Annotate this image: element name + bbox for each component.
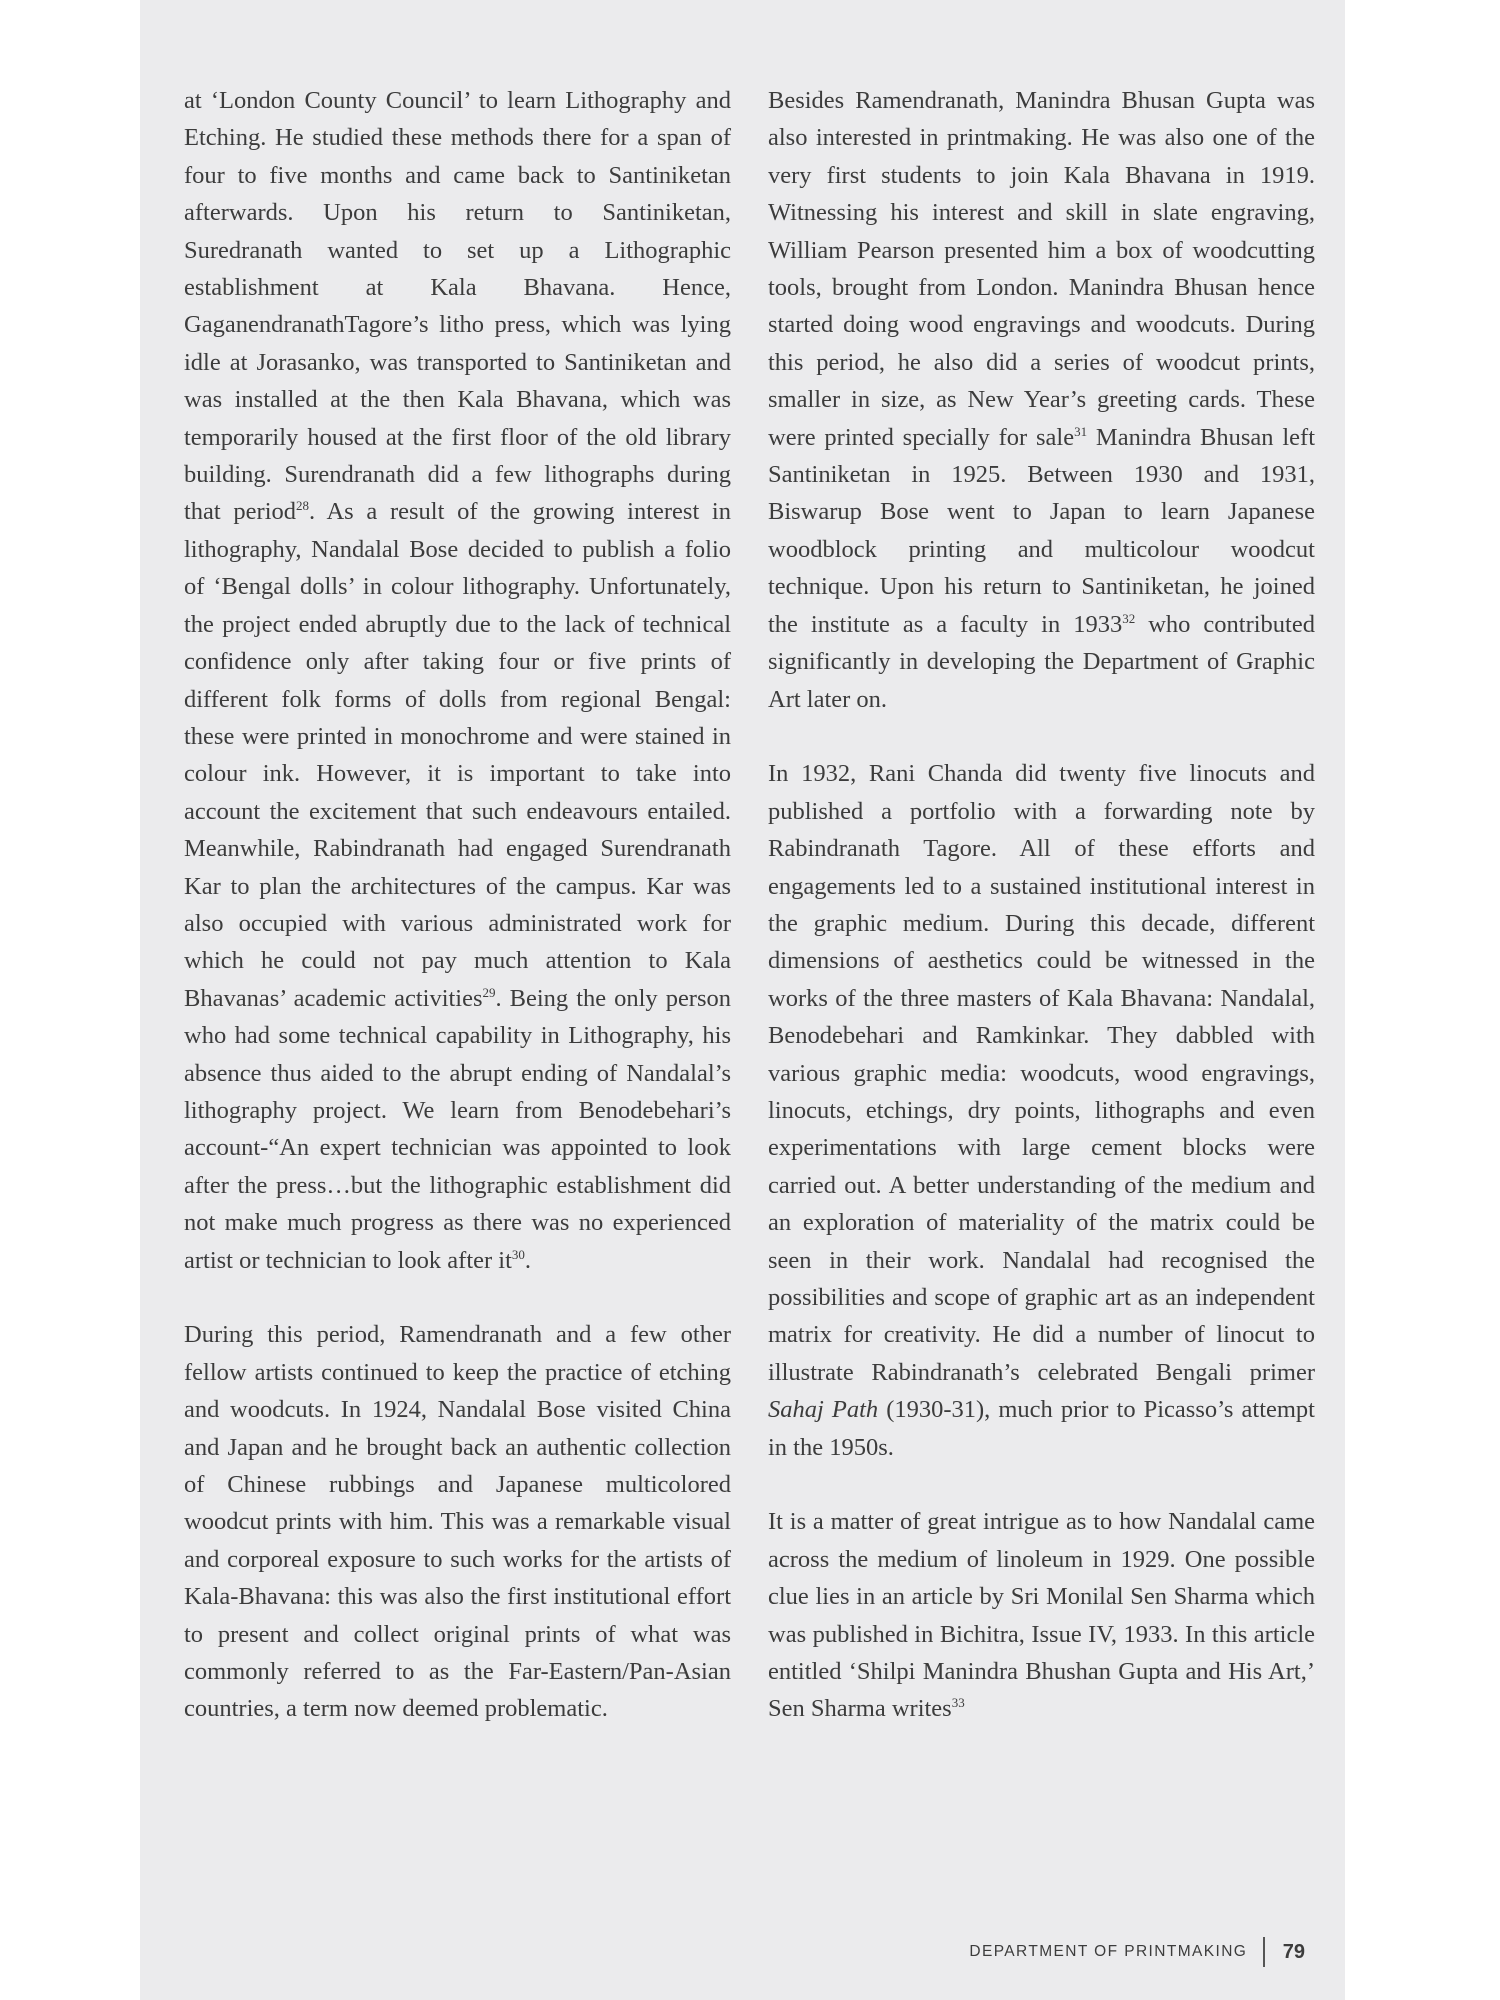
paragraph: It is a matter of great intrigue as to how Nandalal came across the medium of linoleum in 1929. One possible clue lies in an article by Sri Monilal Sen Sharma which was published in Bichitra, Issue IV, 1933. In this article entitled ‘Shilpi Manindra Bhushan Gupta and His Art,’ Sen Sharma writes$^{33}$ [768,1508,1315,1723]
footnote-marker: 31 [1074,423,1088,439]
page-footer [969,1937,1305,1967]
footer-divider [1263,1937,1265,1967]
paragraph: In 1932, Rani Chanda did twenty five linocuts and published a portfolio with a forwarding note by Rabindranath Tagore. All of these efforts and engagements led to a sustained institutional interest in the graphic medium. During this decade, different dimensions of aesthetics could be witnessed in the works of the three masters of Kala Bhavana: Nandalal, Benodebehari and Ramkinkar. They dabbled with various graphic media: woodcuts, wood engravings, linocuts, etchings, dry points, lithographs and even experimentations with large cement blocks were carried out. A better understanding of the medium and an exploration of materiality of the matrix could be seen in their work. Nandalal had recognised the possibilities and scope of graphic art as an independent matrix for creativity. He did a number of linocut to illustrate Rabindranath’s celebrated Bengali primer Sahaj Path (1930-31), much prior to Picasso’s attempt in the 1950s. [768,760,1315,1461]
book-page [140,0,1345,2000]
page-number: 79 [1282,1940,1305,1963]
footnote-marker: 29 [482,984,496,1000]
left-column [184,82,731,1728]
section-title: DEPARTMENT OF PRINTMAKING [969,1943,1248,1960]
footnote-marker: 32 [1122,610,1136,626]
paragraph: at ‘London County Council’ to learn Lithography and Etching. He studied these methods there for a span of four to five months and came back to Santiniketan afterwards. Upon his return to Santiniketan, Suredranath wanted to set up a Lithographic establishment at Kala Bhavana. Hence, GaganendranathTagore’s litho press, which was lying idle at Jorasanko, was transported to Santiniketan and was installed at the then Kala Bhavana, which was temporarily housed at the first floor of the old library building. Surendranath did a few lithographs during that period$^{28}$. As a result of the growing interest in lithography, Nandalal Bose decided to publish a folio of ‘Bengal dolls’ in colour lithography. Unfortunately, the project ended abruptly due to the lack of technical confidence only after taking four or five prints of different folk forms of dolls from regional Bengal: these were printed in monochrome and were stained in colour ink. However, it is important to take into account the excitement that such endeavours entailed. Meanwhile, Rabindranath had engaged Surendranath Kar to plan the architectures of the campus. Kar was also occupied with various administrated work for which he could not pay much attention to Kala Bhavanas’ academic activities$^{29}$. Being the only person who had some technical capability in Lithography, his absence thus aided to the abrupt ending of Nandalal’s lithography project. We learn from Benodebehari’s account-“An expert technician was appointed to look after the press…but the lithographic establishment did not make much progress as there was no experienced artist or technician to look after $it^{30}$. [184,87,732,1274]
footnote-marker: 28 [296,498,310,514]
paragraph: Besides Ramendranath, Manindra Bhusan Gupta was also interested in printmaking. He was also one of the very first students to join Kala Bhavana in 1919. Witnessing his interest and skill in slate engraving, William Pearson presented him a box of woodcutting tools, brought from London. Manindra Bhusan hence started doing wood engravings and woodcuts. During this period, he also did a series of woodcut prints, smaller in size, as New Year’s greeting cards. These were printed specially for sale$^{31}$ Manindra Bhusan left Santiniketan in 1925. Between 1930 and 1931, Biswarup Bose went to Japan to learn Japanese woodblock printing and multicolour woodcut technique. Upon his return to Santiniketan, he joined the institute as a faculty in 1933$^{32}$ who contributed significantly in developing the Department of Graphic Art later on. [768,87,1316,713]
footnote-marker: 30 [511,1246,525,1262]
paragraph: During this period, Ramendranath and a few other fellow artists continued to keep the practice of etching and woodcuts. In 1924, Nandalal Bose visited China and Japan and he brought back an authentic collection of Chinese rubbings and Japanese multicolored woodcut prints with him. This was a remarkable visual and corporeal exposure to such works for the artists of Kala-Bhavana: this was also the first institutional effort to present and collect original prints of what was commonly referred to as the Far-Eastern/Pan-Asian countries, a term now deemed problematic. [184,1321,731,1723]
right-column [768,82,1315,1728]
footnote-marker: 33 [951,1695,965,1711]
book-title: Sahaj Path [768,1396,879,1424]
